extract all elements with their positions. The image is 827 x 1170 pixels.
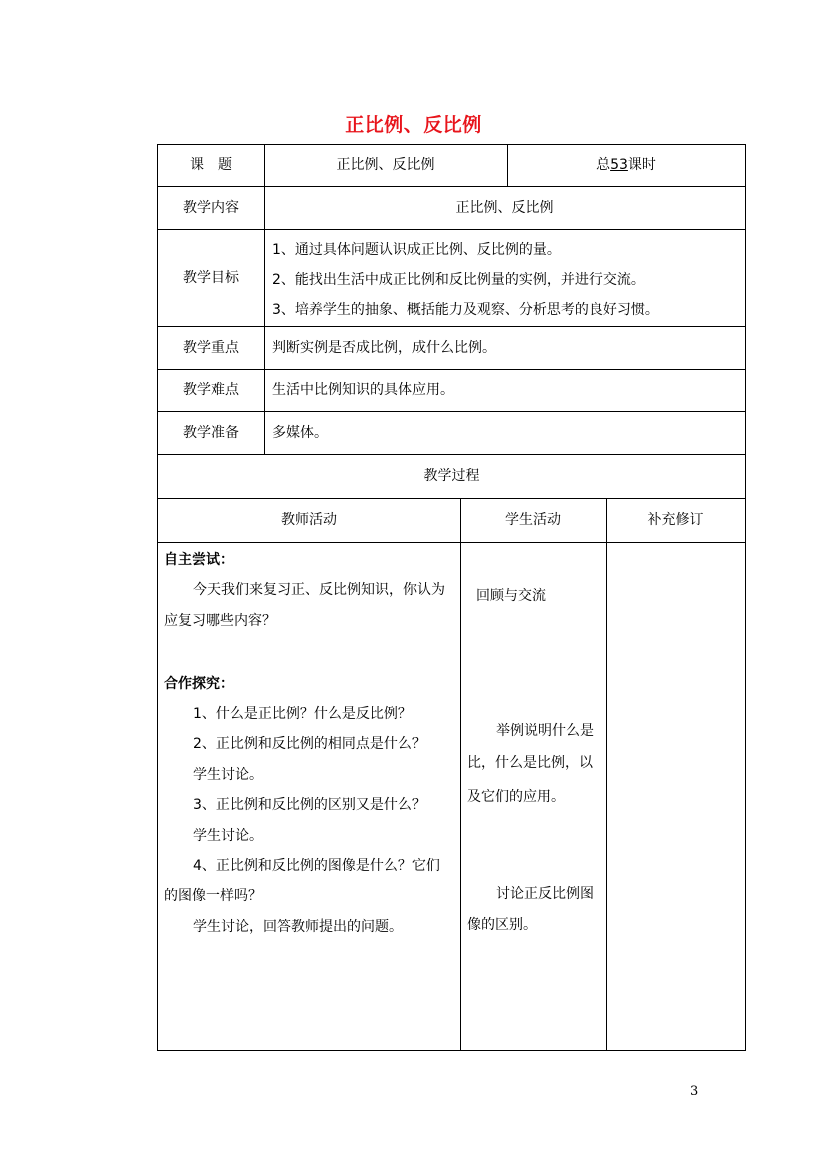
teacher-text: 今天我们来复习正、反比例知识，你认为 [193,582,445,598]
student-activity: 举例说明什么是 [496,723,594,739]
row-divider [158,498,745,499]
student-activity: 像的区别。 [467,917,537,933]
col-header-student: 学生活动 [505,512,561,528]
difficulty-label: 教学难点 [183,382,239,398]
row-divider [158,369,745,370]
section-cooperate: 合作探究： [164,676,234,692]
row-divider [158,326,745,327]
student-activity: 讨论正反比例图 [496,886,594,902]
student-activity: 及它们的应用。 [467,789,565,805]
col-divider [606,498,607,1050]
row-divider [158,454,745,455]
goals-label: 教学目标 [183,270,239,286]
teacher-question: 2、正比例和反比例的相同点是什么？ [193,736,426,752]
key-label: 教学重点 [183,340,239,356]
goal-item: 2、能找出生活中成正比例和反比例量的实例，并进行交流。 [272,272,645,288]
col-header-notes: 补充修订 [647,512,704,528]
row-divider [158,411,745,412]
row-divider [158,186,745,187]
teacher-note: 学生讨论。 [193,767,263,783]
section-self-try: 自主尝试： [164,552,234,568]
goal-item: 1、通过具体问题认识成正比例、反比例的量。 [272,242,561,258]
key-value: 判断实例是否成比例，成什么比例。 [272,340,496,356]
document-title: 正比例、反比例 [345,114,482,136]
page-number: 3 [690,1084,699,1099]
teacher-question: 的图像一样吗？ [164,888,262,904]
col-divider [264,145,265,454]
teacher-note: 学生讨论。 [193,828,263,844]
teacher-text: 应复习哪些内容？ [164,613,276,629]
col-divider [460,498,461,1050]
student-activity: 回顾与交流 [476,588,546,604]
teacher-note: 学生讨论，回答教师提出的问题。 [193,919,403,935]
prep-label: 教学准备 [183,425,239,441]
subject-value: 正比例、反比例 [336,157,435,173]
teacher-question: 4、正比例和反比例的图像是什么？它们 [193,858,440,874]
difficulty-value: 生活中比例知识的具体应用。 [272,382,454,398]
teacher-question: 3、正比例和反比例的区别又是什么？ [193,797,426,813]
col-header-teacher: 教师活动 [281,512,337,528]
process-heading: 教学过程 [423,468,480,484]
prep-value: 多媒体。 [272,425,328,441]
teacher-question: 1、什么是正比例？什么是反比例？ [193,706,412,722]
row-divider [158,229,745,230]
content-value: 正比例、反比例 [455,200,554,216]
content-label: 教学内容 [183,200,239,216]
student-activity: 比，什么是比例，以 [467,755,593,771]
total-lessons: 总53课时 [596,157,656,173]
row-divider [158,542,745,543]
goal-item: 3、培养学生的抽象、概括能力及观察、分析思考的良好习惯。 [272,302,659,318]
subject-label: 课 题 [190,157,232,173]
